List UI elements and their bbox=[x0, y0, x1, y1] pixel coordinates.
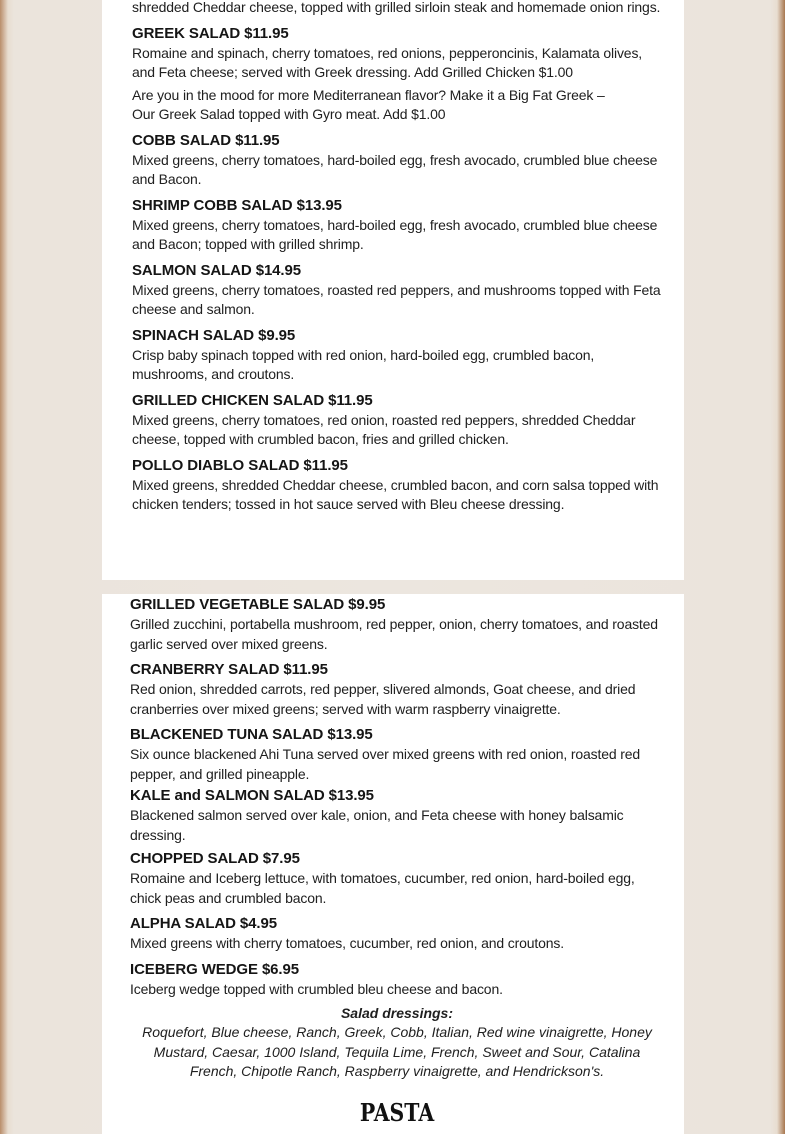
menu-item-previous-continued bbox=[132, 0, 664, 18]
menu-panel-top bbox=[102, 0, 684, 580]
menu-item-description: Mixed greens, cherry tomatoes, hard-boiled egg, fresh avocado, crumbled blue cheese and Bacon. bbox=[132, 151, 658, 187]
menu-item-description: Iceberg wedge topped with crumbled bleu cheese and bacon. bbox=[130, 980, 503, 997]
menu-item-description: Mixed greens, cherry tomatoes, red onion, roasted red peppers, shredded Cheddar cheese, topped with crumbled bacon, fries and grilled chicken. bbox=[132, 411, 636, 447]
menu-item-blackened-tuna-salad bbox=[130, 725, 664, 784]
menu-item-description: Romaine and spinach, cherry tomatoes, red onions, pepperoncinis, Kalamata olives, and Feta cheese; served with Greek dressing. Add Grilled Chicken $1.00 bbox=[132, 44, 643, 80]
menu-item-big-fat-greek bbox=[132, 86, 664, 125]
menu-item-title: BLACKENED TUNA SALAD $13.95 bbox=[130, 726, 373, 743]
menu-item-title: CHOPPED SALAD $7.95 bbox=[130, 850, 300, 867]
menu-item-title: GRILLED CHICKEN SALAD $11.95 bbox=[132, 391, 373, 409]
menu-item-title: SALMON SALAD $14.95 bbox=[132, 261, 301, 279]
menu-item-title: CRANBERRY SALAD $11.95 bbox=[130, 661, 328, 678]
menu-item-description: Blackened salmon served over kale, onion, and Feta cheese with honey balsamic dressing. bbox=[130, 807, 624, 843]
menu-item-description: shredded Cheddar cheese, topped with grilled sirloin steak and homemade onion rings. bbox=[132, 0, 661, 15]
menu-item-description: Crisp baby spinach topped with red onion, hard-boiled egg, crumbled bacon, mushrooms, and croutons. bbox=[132, 346, 595, 382]
menu-panel-bottom bbox=[102, 594, 684, 1134]
menu-item-description: Red onion, shredded carrots, red pepper, slivered almonds, Goat cheese, and dried cranberries over mixed greens; served with warm raspberry vinaigrette. bbox=[130, 681, 636, 717]
menu-item-description: Mixed greens with cherry tomatoes, cucumber, red onion, and croutons. bbox=[130, 935, 564, 951]
menu-item-greek-salad bbox=[132, 24, 664, 83]
menu-item-cobb-salad bbox=[132, 131, 664, 190]
menu-item-title: ALPHA SALAD $4.95 bbox=[130, 915, 277, 932]
menu-item-description: Mixed greens, cherry tomatoes, hard-boiled egg, fresh avocado, crumbled blue cheese and Bacon; topped with grilled shrimp. bbox=[132, 216, 658, 252]
menu-item-iceberg-wedge bbox=[130, 960, 664, 1000]
menu-item-grilled-vegetable-salad bbox=[130, 595, 664, 654]
menu-item-title: GREEK SALAD $11.95 bbox=[132, 24, 289, 42]
menu-item-chopped-salad bbox=[130, 849, 664, 908]
menu-item-description: Mixed greens, cherry tomatoes, roasted red peppers, and mushrooms topped with Feta cheese and salmon. bbox=[132, 281, 661, 317]
menu-item-description: Are you in the mood for more Mediterranean flavor? Make it a Big Fat Greek – Our Greek Salad topped with Gyro meat. Add $1.00 bbox=[132, 86, 605, 122]
menu-item-title: ICEBERG WEDGE $6.95 bbox=[130, 960, 299, 978]
menu-item-description: Grilled zucchini, portabella mushroom, red pepper, onion, cherry tomatoes, and roasted garlic served over mixed greens. bbox=[130, 616, 658, 652]
menu-item-salmon-salad bbox=[132, 261, 664, 320]
menu-item-title: KALE and SALMON SALAD $13.95 bbox=[130, 787, 374, 804]
menu-item-alpha-salad bbox=[130, 914, 664, 954]
salad-dressings-list: Roquefort, Blue cheese, Ranch, Greek, Cobb, Italian, Red wine vinaigrette, Honey Mustard, Caesar, 1000 Island, Tequila Lime, French, Sweet and Sour, Catalina French, Chipotle Ranch, Raspberry vinaigrette, and Hendrickson's. bbox=[142, 1024, 652, 1079]
menu-item-title: GRILLED VEGETABLE SALAD $9.95 bbox=[130, 596, 386, 613]
menu-item-pollo-diablo-salad bbox=[132, 456, 664, 515]
menu-item-title: POLLO DIABLO SALAD $11.95 bbox=[132, 456, 348, 474]
menu-item-shrimp-cobb-salad bbox=[132, 196, 664, 255]
menu-item-title: SHRIMP COBB SALAD $13.95 bbox=[132, 196, 342, 214]
menu-item-description: Romaine and Iceberg lettuce, with tomatoes, cucumber, red onion, hard-boiled egg, chick peas and crumbled bacon. bbox=[130, 870, 635, 906]
salad-dressings-title: Salad dressings: bbox=[340, 1005, 454, 1021]
menu-item-cranberry-salad bbox=[130, 660, 664, 719]
menu-item-title: COBB SALAD $11.95 bbox=[132, 131, 280, 149]
menu-item-kale-and-salmon-salad bbox=[130, 786, 664, 845]
menu-item-spinach-salad bbox=[132, 326, 664, 385]
pasta-section-heading: PASTA bbox=[359, 1097, 435, 1127]
menu-item-grilled-chicken-salad bbox=[132, 391, 664, 450]
menu-item-title: SPINACH SALAD $9.95 bbox=[132, 326, 296, 344]
menu-item-description: Mixed greens, shredded Cheddar cheese, crumbled bacon, and corn salsa topped with chicken tenders; tossed in hot sauce served with Bleu cheese dressing. bbox=[132, 476, 659, 512]
menu-item-description: Six ounce blackened Ahi Tuna served over mixed greens with red onion, roasted red pepper, and grilled pineapple. bbox=[130, 746, 641, 782]
